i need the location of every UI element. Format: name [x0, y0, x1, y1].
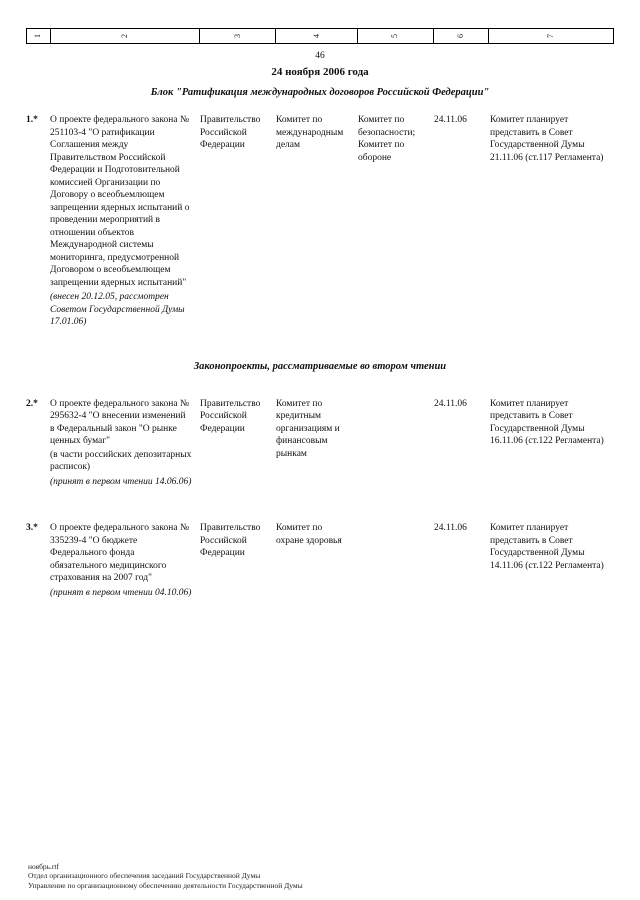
bill-number: 3.* [26, 523, 38, 533]
column-number: 3 [232, 34, 242, 38]
table-row [26, 114, 614, 329]
bill-title-main: О проекте федерального закона № 295632-4 "О внесении изменений в Федеральный закон "О рынке ценных бумаг" [50, 398, 190, 446]
consideration-date: 24.11.06 [434, 523, 467, 533]
bill-title-cell [50, 114, 200, 329]
bill-title-main: О проекте федерального закона № 335239-4 "О бюджете Федерального фонда обязательного медицинского страхования на 2007 год" [50, 523, 190, 583]
band-cell-6 [434, 29, 490, 43]
bill-title-main: О проекте федерального закона № 251103-4 "О ратификации Соглашения между Правительством Российской Федерации и Подготовительной комиссией Организации по Договору о всеобъемлющем запрещении ядерных испытаний о проведении мероприятий в отношении объектов Международной системы мониторинга, предусмотренной Договором о всеобъемлющем запрещении ядерных испытаний" [50, 115, 190, 288]
consideration-date: 24.11.06 [434, 115, 467, 125]
sitting-date-heading: 24 ноября 2006 года [271, 66, 369, 78]
band-cell-1 [27, 29, 51, 43]
bill-initiator: Правительство Российской Федерации [200, 523, 261, 558]
band-cell-2 [51, 29, 200, 43]
co-committee: Комитет по безопасности; Комитет по обороне [358, 115, 416, 163]
responsible-committee: Комитет по кредитным организациям и финансовым рынкам [276, 398, 340, 459]
bill-history-note: (внесен 20.12.05, рассмотрен Советом Государственной Думы 17.01.06) [50, 292, 185, 327]
band-cell-7 [489, 29, 613, 43]
bill-history-note: (принят в первом чтении 14.06.06) [50, 476, 192, 487]
bill-history-note: (принят в первом чтении 04.10.06) [50, 587, 192, 598]
committee-plan: Комитет планирует представить в Совет Государственной Думы 21.11.06 (ст.117 Регламента) [490, 115, 604, 163]
committee-plan: Комитет планирует представить в Совет Государственной Думы 16.11.06 (ст.122 Регламента) [490, 398, 604, 446]
bill-title-extra: (в части российских депозитарных расписок) [50, 449, 192, 472]
table-row [26, 398, 614, 489]
column-number: 1 [33, 34, 43, 38]
column-number-band [26, 28, 614, 44]
column-number: 4 [311, 34, 321, 38]
bill-initiator: Правительство Российской Федерации [200, 398, 261, 434]
responsible-committee: Комитет по международным делам [276, 115, 344, 150]
footer-directorate: Управление по организационному обеспечению деятельности Государственной Думы [28, 880, 303, 890]
column-number: 7 [546, 34, 556, 38]
band-cell-3 [200, 29, 276, 43]
page-number: 46 [315, 51, 325, 61]
footer-department: Отдел организационного обеспечения заседаний Государственной Думы [28, 871, 261, 880]
block-heading: Блок "Ратификация международных договоров Российской Федерации" [150, 87, 490, 98]
column-number: 6 [456, 34, 466, 38]
bill-number: 1.* [26, 115, 38, 125]
document-footer [28, 862, 303, 891]
bill-initiator: Правительство Российской Федерации [200, 115, 261, 150]
table-row [26, 522, 614, 599]
responsible-committee: Комитет по охране здоровья [276, 523, 342, 546]
band-cell-4 [276, 29, 358, 43]
consideration-date: 24.11.06 [434, 398, 467, 409]
band-cell-5 [358, 29, 434, 43]
column-number: 2 [120, 34, 130, 38]
bill-title-cell [50, 398, 200, 489]
footer-filename: ноябрь.rtf [28, 861, 60, 871]
bill-number: 2.* [26, 398, 38, 409]
bill-title-cell [50, 522, 200, 599]
column-number: 5 [390, 34, 400, 38]
second-reading-section-heading: Законопроекты, рассматриваемые во втором чтении [193, 360, 447, 372]
committee-plan: Комитет планирует представить в Совет Государственной Думы 14.11.06 (ст.122 Регламента) [490, 523, 604, 571]
